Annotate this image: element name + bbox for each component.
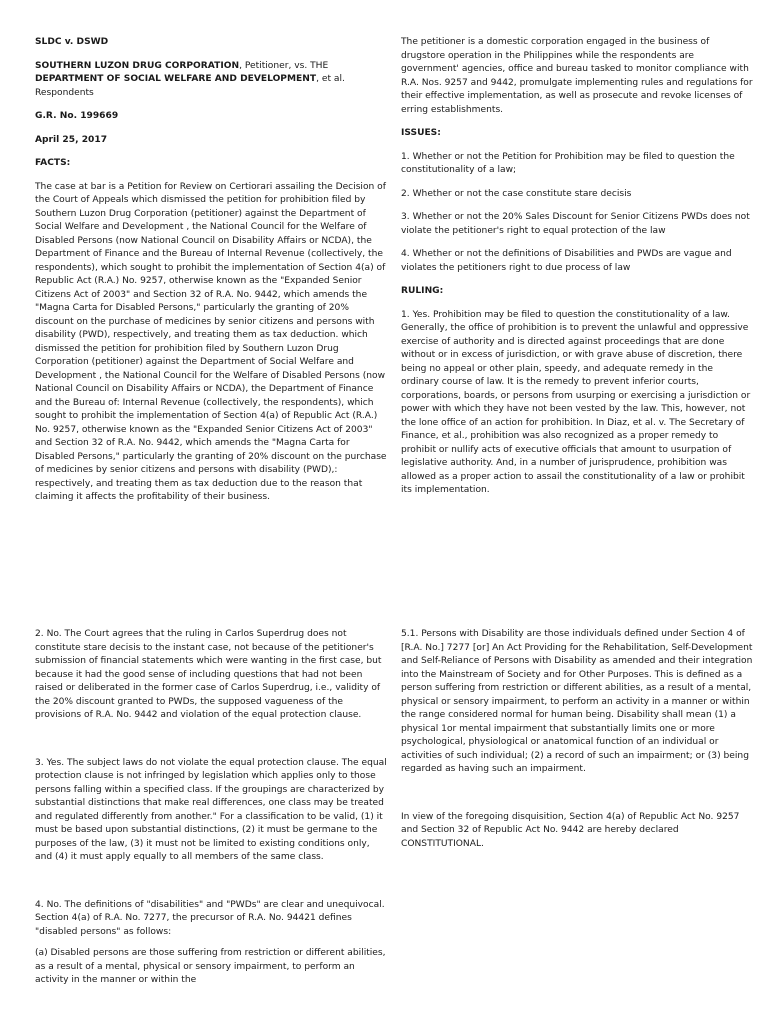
definition-5-1-paragraph: 5.1. Persons with Disability are those individuals defined under Section 4 of [R.A. No.] 7277 [or] An Act Providing for the Rehabilitation, Self-Development and Self-Reliance of Persons with Disability as amended and their integration into the Mainstream of Society and for Other Purposes. This is defined as a person suffering from restriction or different abilities, as a result of a mental, physical or sensory impairment, to perform an activity in a manner or within the range considered normal for human being. Disability shall mean (1) a physical 1or mental impairment that substantially limits one or more psychological, physiological or anatomical function of an individual or activities of such individual; (2) a record of such an impairment; or (3) being regarded as having such an impairment. — [401, 629, 753, 774]
case-title: SLDC v. DSWD — [35, 37, 109, 47]
facts-heading: FACTS: — [35, 158, 71, 168]
decision-date: April 25, 2017 — [35, 134, 108, 145]
page2-left-column — [35, 628, 387, 998]
gr-number: G.R. No. 199669 — [35, 111, 119, 121]
petitioner-name: SOUTHERN LUZON DRUG CORPORATION — [35, 60, 240, 71]
petitioner-intro-paragraph: The petitioner is a domestic corporation engaged in the business of drugstore operation in the Philippines while the respondents are government' agencies, office and bureau tasked to monitor compliance with R.A. Nos. 9257 and 9442, promulgate implementing rules and regulations for their effective implementation, as well as prosecute and revoke licenses of erring establishments. — [401, 37, 753, 115]
conclusion-paragraph: In view of the foregoing disquisition, Section 4(a) of Republic Act No. 9257 and Section 32 of Republic Act No. 9442 are hereby declared CONSTITUTIONAL. — [401, 811, 740, 849]
facts-paragraph: The case at bar is a Petition for Review on Certiorari assailing the Decision of the Court of Appeals which dismissed the petition for prohibition filed by Southern Luzon Drug Corporation (petitioner) against the Department of Social Welfare and Development , the National Council for the Welfare of Disabled Persons (now National Council on Disability Affairs or NCDA), the Department of Finance and the Bureau of Internal Revenue (collectively, the respondents), which sought to prohibit the implementation of Section 4(a) of Republic Act (R.A.) No. 9257, otherwise known as the "Expanded Senior Citizens Act of 2003" and Section 32 of R.A. No. 9442, which amends the "Magna Carta for Disabled Persons," particularly the granting of 20% discount on the purchase of medicines by senior citizens and persons with disability (PWD), respectively, and treating them as tax deduction. which dismissed the petition for prohibition filed by Southern Luzon Drug Corporation (petitioner) against the Department of Social Welfare and Development , the National Council for the Welfare of Disabled Persons (now National Council on Disability Affairs or NCDA), the Department of Finance and the Bureau of: Internal Revenue (collectively, the respondents), which sought to prohibit the implementation of Section 4(a) of Republic Act (R.A.) No. 9257, otherwise known as the "Expanded Senior Citizens Act of 2003" and Section 32 of R.A. No. 9442, which amends the "Magna Carta for Disabled Persons," particularly the granting of 20% discount on the purchase of medicines by senior citizens and persons with disability (PWD),: respectively, and treating them as tax deduction due to the reason that claiming it affects the profitability of their business. — [35, 181, 387, 502]
issue-item-3: 3. Whether or not the 20% Sales Discount for Senior Citizens PWDs does not violate the petitioner's right to equal protection of the law — [401, 212, 750, 236]
ruling-item-4: 4. No. The definitions of "disabilities" and "PWDs" are clear and unequivocal. Section 4(a) of R.A. No. 7277, the precursor of R.A. No. 94421 defines "disabled persons" as follows: — [35, 899, 385, 937]
parties-connector: , Petitioner, vs. THE — [239, 60, 329, 71]
case-parties — [35, 60, 387, 101]
page1-left-column — [35, 36, 387, 515]
ruling-item-4a: (a) Disabled persons are those suffering from restriction or different abilities, as a result of a mental, physical or sensory impairment, to perform an activity in the manner or within the — [35, 948, 386, 985]
parties-suffix: , et al. Respondents — [35, 74, 345, 98]
issue-item-2: 2. Whether or not the case constitute stare decisis — [401, 188, 632, 199]
ruling-item-2: 2. No. The Court agrees that the ruling in Carlos Superdrug does not constitute stare decisis to the instant case, not because of the petitioner's submission of financial statements which were wanting in the first case, but because it had the good sense of including questions that had not been raised or deliberated in the former case of Carlos Superdrug, i.e., validity of the 20% discount granted to PWDs, the supposed vagueness of the provisions of R.A. No. 9442 and violation of the equal protection clause. — [35, 629, 382, 720]
page1-right-column — [401, 36, 753, 508]
issue-item-4: 4. Whether or not the definitions of Disabilities and PWDs are vague and violates the petitioners right to due process of law — [401, 249, 732, 273]
page2-right-column — [401, 628, 753, 861]
issue-item-1: 1. Whether or not the Petition for Prohibition may be filed to question the constitutionality of a law; — [401, 151, 735, 175]
ruling-heading: RULING: — [401, 286, 444, 296]
respondent-name: DEPARTMENT OF SOCIAL WELFARE AND DEVELOPMENT — [35, 74, 317, 84]
issues-heading: ISSUES: — [401, 128, 441, 138]
ruling-item-1: 1. Yes. Prohibition may be filed to question the constitutionality of a law. Generally, the office of prohibition is to prevent the unlawful and oppressive exercise of authority and is directed against proceedings that are done without or in excess of jurisdiction, or with grave abuse of discretion, there being no appeal or other plain, speedy, and adequate remedy in the ordinary course of law. It is the remedy to prevent inferior courts, corporations, boards, or persons from usurping or exercising a jurisdiction or power with which they have not been vested by the law. This, however, not the lone office of an action for prohibition. In Diaz, et al. v. The Secretary of Finance, et al., prohibition was also recognized as a proper remedy to prohibit or nullify acts of executive officials that amount to usurpation of legislative authority. And, in a number of jurisprudence, prohibition was allowed as a proper action to assail the constitutionality of a law or prohibit its implementation. — [401, 309, 751, 495]
ruling-item-3: 3. Yes. The subject laws do not violate the equal protection clause. The equal protection clause is not infringed by legislation which applies only to those persons falling within a specified class. If the groupings are characterized by substantial distinctions that make real differences, one class may be treated and regulated differently from another." For a classification to be valid, (1) it must be based upon substantial distinctions, (2) it must be germane to the purposes of the law, (3) it must not be limited to existing conditions only, and (4) it must apply equally to all members of the same class. — [35, 757, 387, 862]
